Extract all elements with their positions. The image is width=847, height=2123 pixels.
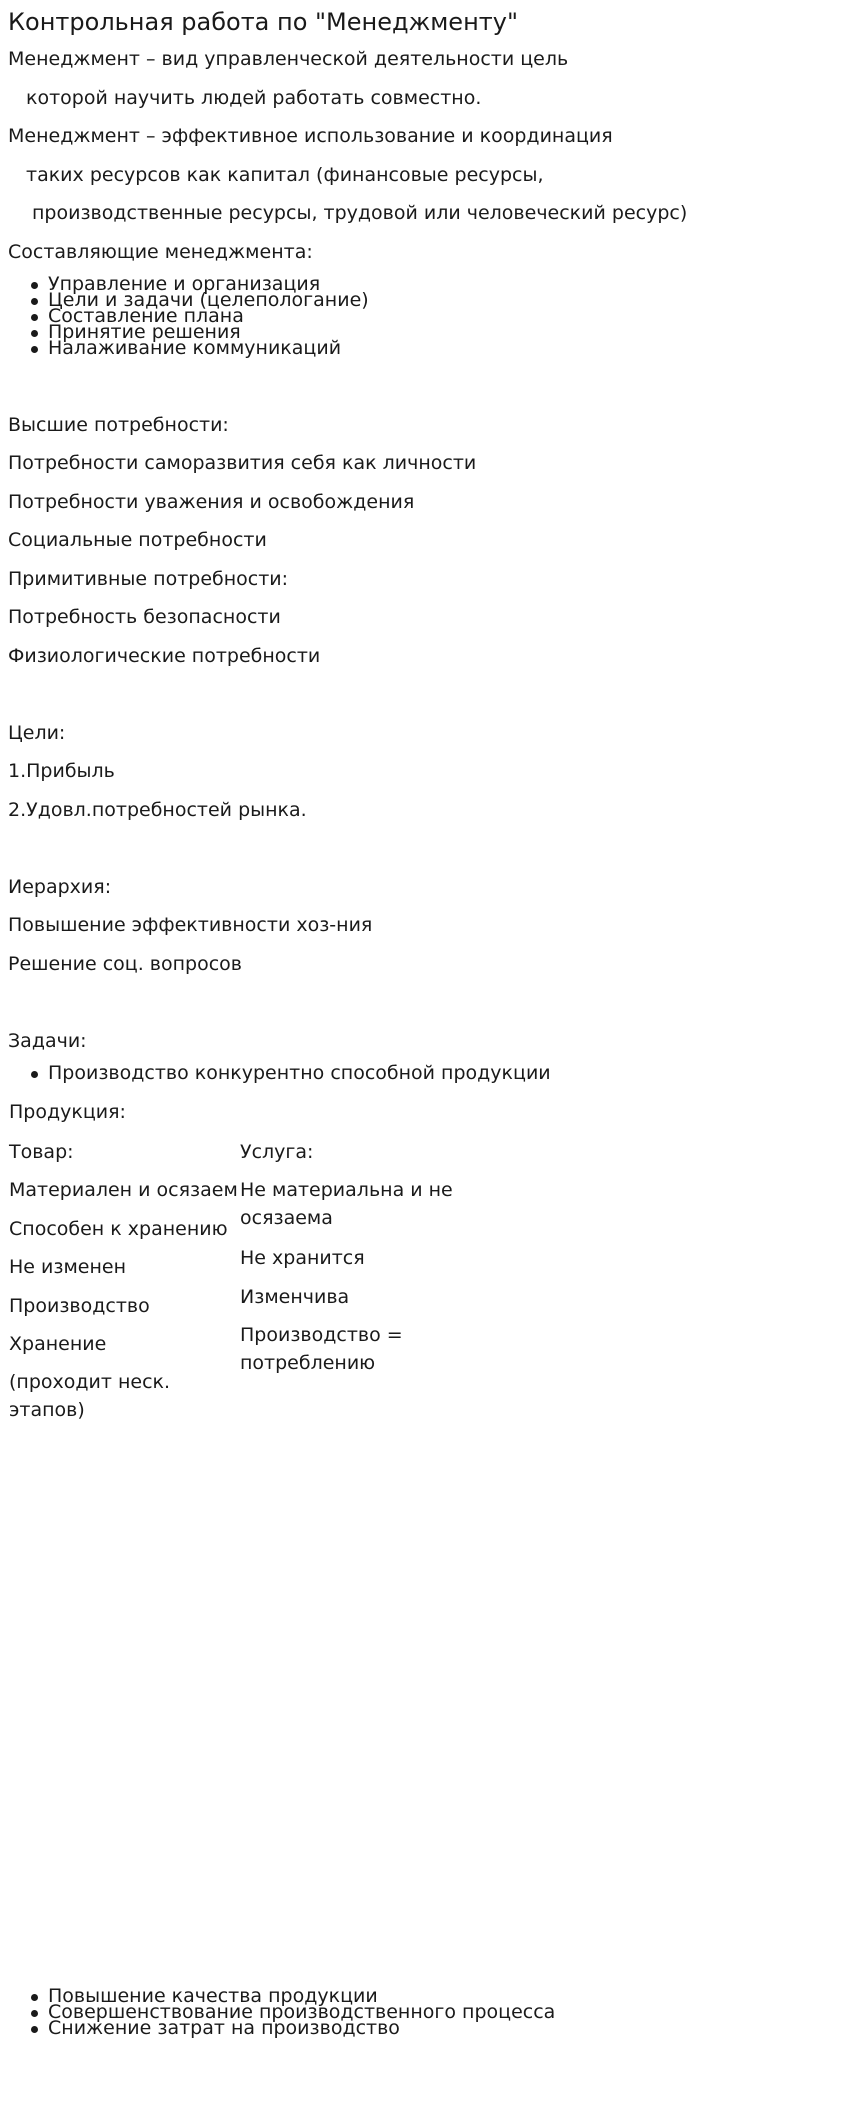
components-heading: Составляющие менеджмента: [8,241,313,263]
service-item: Производство = потреблению [240,1324,403,1374]
components-item: Управление и организация [48,273,321,295]
components-item: Цели и задачи (целепологание) [48,289,369,311]
definition-line-1: Менеджмент – вид управленческой деятельности цель [8,48,569,70]
products-heading: Продукция: [9,1101,126,1123]
needs-line: Социальные потребности [8,529,267,551]
needs-line: Потребности саморазвития себя как личности [8,452,477,474]
goods-item: Материален и осязаем [9,1179,238,1201]
goods-item: Не изменен [9,1256,127,1278]
needs-line: Высшие потребности: [8,414,229,436]
hierarchy-heading: Иерархия: [8,876,112,898]
service-item: Изменчива [240,1286,350,1308]
needs-line: Примитивные потребности: [8,568,289,590]
goods-item: Хранение [9,1333,107,1355]
bottom-list-item: Снижение затрат на производство [48,2017,400,2039]
hierarchy-item: Решение соц. вопросов [8,953,243,975]
definition-line-5: производственные ресурсы, трудовой или человеческий ресурс) [32,202,688,224]
definition-line-4: таких ресурсов как капитал (финансовые ресурсы, [26,164,544,186]
needs-line: Физиологические потребности [8,645,321,667]
hierarchy-item: Повышение эффективности хоз-ния [8,914,373,936]
bottom-list-item: Совершенствование производственного процесса [48,2001,556,2023]
components-item: Принятие решения [48,321,241,343]
service-item: Не хранится [240,1247,365,1269]
service-heading: Услуга: [240,1141,314,1163]
definition-line-2: которой научить людей работать совместно. [26,87,482,109]
goods-item: Производство [9,1295,150,1317]
goods-heading: Товар: [9,1141,74,1163]
tasks-heading: Задачи: [8,1030,87,1052]
goals-item: 1.Прибыль [8,760,115,782]
needs-line: Потребность безопасности [8,606,281,628]
goals-item: 2.Удовл.потребностей рынка. [8,799,307,821]
goods-item: (проходит неск. этапов) [9,1371,171,1421]
definition-line-3: Менеджмент – эффективное использование и координация [8,125,613,147]
needs-line: Потребности уважения и освобождения [8,491,415,513]
components-item: Налаживание коммуникаций [48,337,342,359]
components-item: Составление плана [48,305,244,327]
goods-item: Способен к хранению [9,1218,228,1240]
goals-heading: Цели: [8,722,66,744]
page-title: Контрольная работа по "Менеджменту" [8,8,518,36]
tasks-item: Производство конкурентно способной продукции [48,1062,551,1084]
bottom-list-item: Повышение качества продукции [48,1985,378,2007]
service-item: Не материальна и не осязаема [240,1179,453,1229]
